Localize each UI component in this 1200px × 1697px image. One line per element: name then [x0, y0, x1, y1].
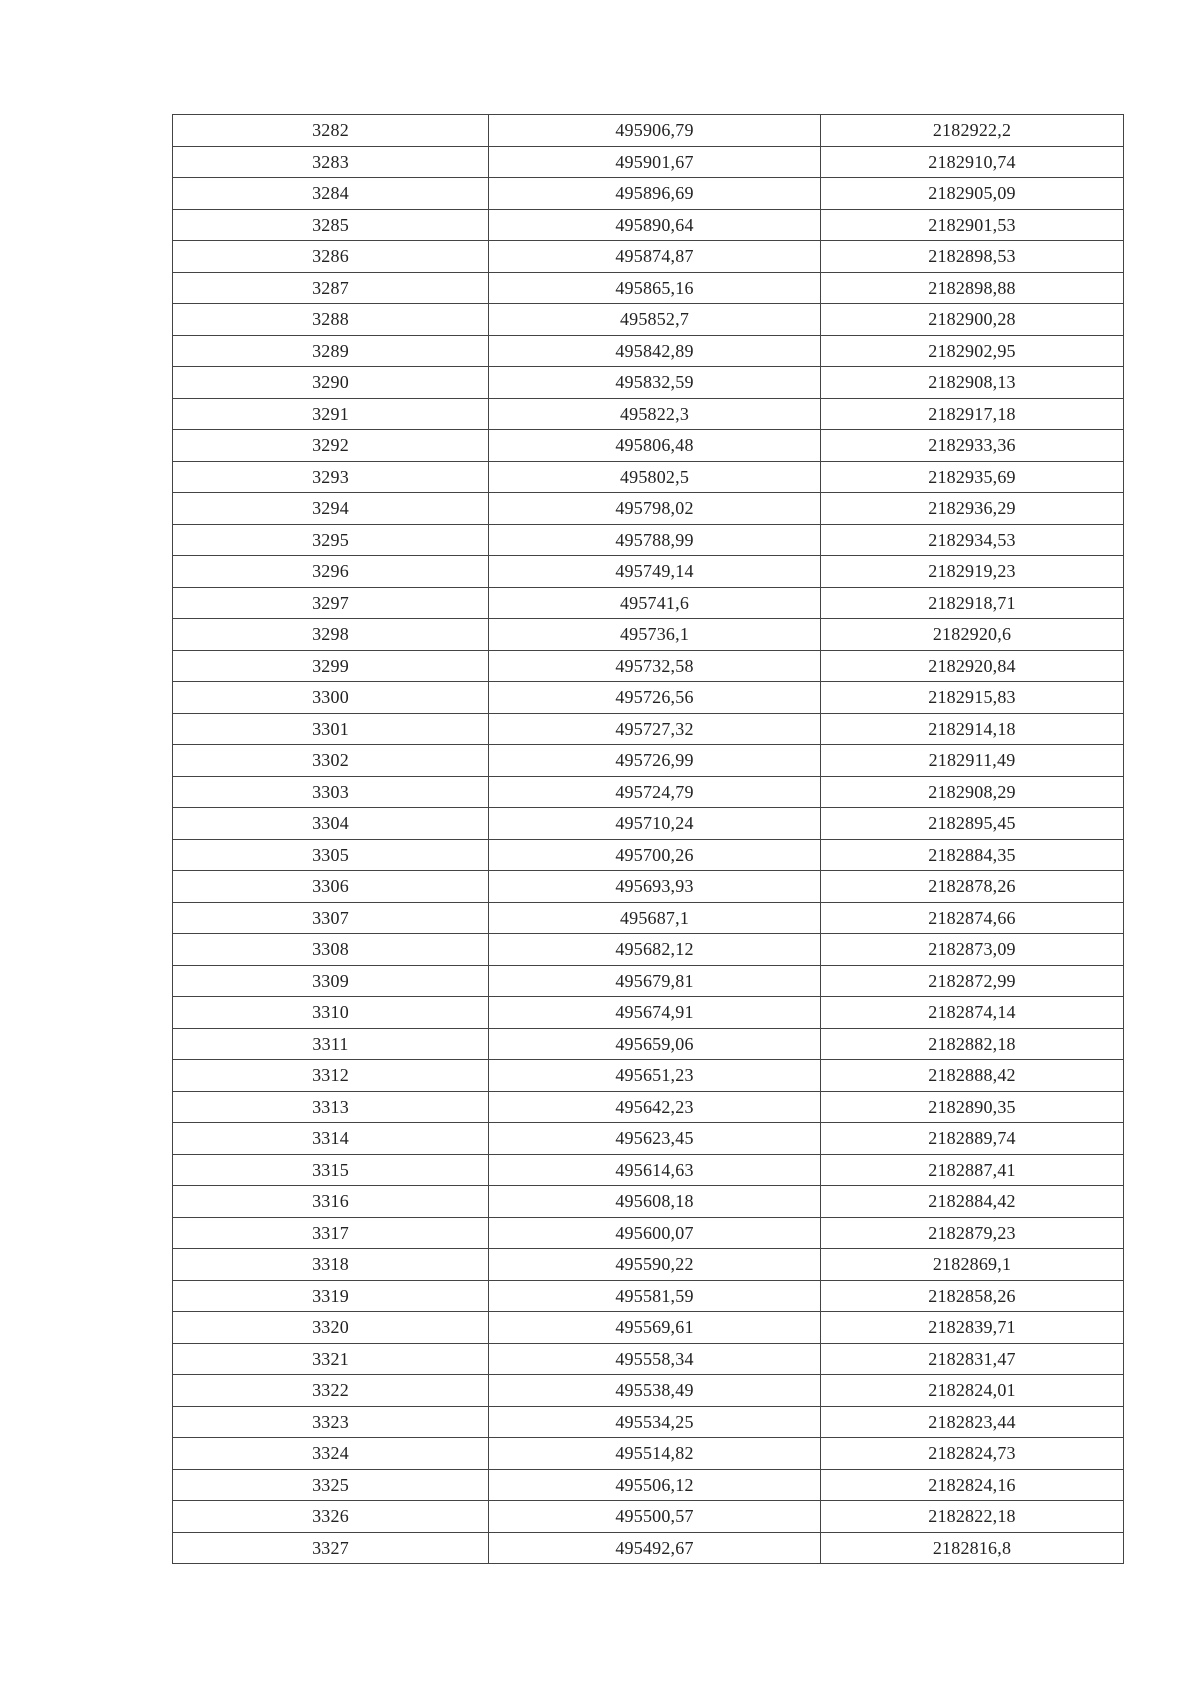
point-number-cell: 3322 — [173, 1375, 489, 1407]
x-coordinate-cell: 495832,59 — [489, 367, 821, 399]
table-row — [173, 178, 1124, 210]
table-row — [173, 335, 1124, 367]
point-number-cell: 3321 — [173, 1343, 489, 1375]
point-number-cell: 3324 — [173, 1438, 489, 1470]
y-coordinate-cell: 2182910,74 — [821, 146, 1124, 178]
x-coordinate-cell: 495901,67 — [489, 146, 821, 178]
x-coordinate-cell: 495700,26 — [489, 839, 821, 871]
y-coordinate-cell: 2182873,09 — [821, 934, 1124, 966]
table-row — [173, 146, 1124, 178]
x-coordinate-cell: 495822,3 — [489, 398, 821, 430]
point-number-cell: 3299 — [173, 650, 489, 682]
point-number-cell: 3312 — [173, 1060, 489, 1092]
y-coordinate-cell: 2182822,18 — [821, 1501, 1124, 1533]
y-coordinate-cell: 2182824,16 — [821, 1469, 1124, 1501]
point-number-cell: 3325 — [173, 1469, 489, 1501]
table-row — [173, 619, 1124, 651]
x-coordinate-cell: 495896,69 — [489, 178, 821, 210]
point-number-cell: 3308 — [173, 934, 489, 966]
x-coordinate-cell: 495590,22 — [489, 1249, 821, 1281]
point-number-cell: 3326 — [173, 1501, 489, 1533]
y-coordinate-cell: 2182858,26 — [821, 1280, 1124, 1312]
table-row — [173, 1060, 1124, 1092]
x-coordinate-cell: 495710,24 — [489, 808, 821, 840]
y-coordinate-cell: 2182824,01 — [821, 1375, 1124, 1407]
y-coordinate-cell: 2182831,47 — [821, 1343, 1124, 1375]
x-coordinate-cell: 495492,67 — [489, 1532, 821, 1564]
y-coordinate-cell: 2182884,42 — [821, 1186, 1124, 1218]
y-coordinate-cell: 2182920,6 — [821, 619, 1124, 651]
table-row — [173, 965, 1124, 997]
point-number-cell: 3298 — [173, 619, 489, 651]
point-number-cell: 3293 — [173, 461, 489, 493]
table-row — [173, 1123, 1124, 1155]
point-number-cell: 3302 — [173, 745, 489, 777]
point-number-cell: 3301 — [173, 713, 489, 745]
table-row — [173, 493, 1124, 525]
table-row — [173, 1438, 1124, 1470]
y-coordinate-cell: 2182934,53 — [821, 524, 1124, 556]
x-coordinate-cell: 495906,79 — [489, 115, 821, 147]
table-row — [173, 1091, 1124, 1123]
y-coordinate-cell: 2182888,42 — [821, 1060, 1124, 1092]
table-row — [173, 902, 1124, 934]
x-coordinate-cell: 495614,63 — [489, 1154, 821, 1186]
table-row — [173, 776, 1124, 808]
y-coordinate-cell: 2182920,84 — [821, 650, 1124, 682]
table-row — [173, 115, 1124, 147]
y-coordinate-cell: 2182874,14 — [821, 997, 1124, 1029]
x-coordinate-cell: 495623,45 — [489, 1123, 821, 1155]
point-number-cell: 3288 — [173, 304, 489, 336]
y-coordinate-cell: 2182895,45 — [821, 808, 1124, 840]
x-coordinate-cell: 495642,23 — [489, 1091, 821, 1123]
table-row — [173, 713, 1124, 745]
point-number-cell: 3327 — [173, 1532, 489, 1564]
table-row — [173, 1217, 1124, 1249]
point-number-cell: 3284 — [173, 178, 489, 210]
table-row — [173, 745, 1124, 777]
x-coordinate-cell: 495727,32 — [489, 713, 821, 745]
point-number-cell: 3314 — [173, 1123, 489, 1155]
table-row — [173, 430, 1124, 462]
x-coordinate-cell: 495538,49 — [489, 1375, 821, 1407]
y-coordinate-cell: 2182911,49 — [821, 745, 1124, 777]
y-coordinate-cell: 2182898,88 — [821, 272, 1124, 304]
x-coordinate-cell: 495600,07 — [489, 1217, 821, 1249]
x-coordinate-cell: 495842,89 — [489, 335, 821, 367]
table-row — [173, 209, 1124, 241]
point-number-cell: 3306 — [173, 871, 489, 903]
point-number-cell: 3310 — [173, 997, 489, 1029]
point-number-cell: 3311 — [173, 1028, 489, 1060]
point-number-cell: 3303 — [173, 776, 489, 808]
y-coordinate-cell: 2182902,95 — [821, 335, 1124, 367]
y-coordinate-cell: 2182839,71 — [821, 1312, 1124, 1344]
table-row — [173, 997, 1124, 1029]
table-row — [173, 587, 1124, 619]
x-coordinate-cell: 495506,12 — [489, 1469, 821, 1501]
table-row — [173, 524, 1124, 556]
table-row — [173, 682, 1124, 714]
table-row — [173, 1406, 1124, 1438]
y-coordinate-cell: 2182936,29 — [821, 493, 1124, 525]
y-coordinate-cell: 2182922,2 — [821, 115, 1124, 147]
point-number-cell: 3309 — [173, 965, 489, 997]
y-coordinate-cell: 2182908,13 — [821, 367, 1124, 399]
table-row — [173, 398, 1124, 430]
table-row — [173, 871, 1124, 903]
y-coordinate-cell: 2182816,8 — [821, 1532, 1124, 1564]
table-row — [173, 650, 1124, 682]
point-number-cell: 3282 — [173, 115, 489, 147]
x-coordinate-cell: 495659,06 — [489, 1028, 821, 1060]
x-coordinate-cell: 495693,93 — [489, 871, 821, 903]
x-coordinate-cell: 495558,34 — [489, 1343, 821, 1375]
y-coordinate-cell: 2182901,53 — [821, 209, 1124, 241]
table-row — [173, 556, 1124, 588]
y-coordinate-cell: 2182887,41 — [821, 1154, 1124, 1186]
table-row — [173, 1532, 1124, 1564]
x-coordinate-cell: 495749,14 — [489, 556, 821, 588]
x-coordinate-cell: 495726,56 — [489, 682, 821, 714]
point-number-cell: 3313 — [173, 1091, 489, 1123]
x-coordinate-cell: 495651,23 — [489, 1060, 821, 1092]
x-coordinate-cell: 495802,5 — [489, 461, 821, 493]
point-number-cell: 3290 — [173, 367, 489, 399]
x-coordinate-cell: 495788,99 — [489, 524, 821, 556]
x-coordinate-cell: 495732,58 — [489, 650, 821, 682]
x-coordinate-cell: 495500,57 — [489, 1501, 821, 1533]
x-coordinate-cell: 495736,1 — [489, 619, 821, 651]
point-number-cell: 3289 — [173, 335, 489, 367]
y-coordinate-cell: 2182933,36 — [821, 430, 1124, 462]
coordinates-table-body — [173, 115, 1124, 1564]
point-number-cell: 3294 — [173, 493, 489, 525]
point-number-cell: 3318 — [173, 1249, 489, 1281]
x-coordinate-cell: 495514,82 — [489, 1438, 821, 1470]
x-coordinate-cell: 495534,25 — [489, 1406, 821, 1438]
y-coordinate-cell: 2182908,29 — [821, 776, 1124, 808]
y-coordinate-cell: 2182915,83 — [821, 682, 1124, 714]
table-row — [173, 367, 1124, 399]
x-coordinate-cell: 495726,99 — [489, 745, 821, 777]
point-number-cell: 3304 — [173, 808, 489, 840]
table-row — [173, 304, 1124, 336]
point-number-cell: 3297 — [173, 587, 489, 619]
point-number-cell: 3300 — [173, 682, 489, 714]
x-coordinate-cell: 495569,61 — [489, 1312, 821, 1344]
point-number-cell: 3315 — [173, 1154, 489, 1186]
x-coordinate-cell: 495682,12 — [489, 934, 821, 966]
y-coordinate-cell: 2182879,23 — [821, 1217, 1124, 1249]
y-coordinate-cell: 2182914,18 — [821, 713, 1124, 745]
y-coordinate-cell: 2182823,44 — [821, 1406, 1124, 1438]
point-number-cell: 3295 — [173, 524, 489, 556]
y-coordinate-cell: 2182898,53 — [821, 241, 1124, 273]
table-row — [173, 1028, 1124, 1060]
x-coordinate-cell: 495741,6 — [489, 587, 821, 619]
table-row — [173, 1312, 1124, 1344]
point-number-cell: 3319 — [173, 1280, 489, 1312]
x-coordinate-cell: 495608,18 — [489, 1186, 821, 1218]
y-coordinate-cell: 2182869,1 — [821, 1249, 1124, 1281]
y-coordinate-cell: 2182919,23 — [821, 556, 1124, 588]
point-number-cell: 3316 — [173, 1186, 489, 1218]
table-row — [173, 808, 1124, 840]
table-row — [173, 461, 1124, 493]
point-number-cell: 3287 — [173, 272, 489, 304]
point-number-cell: 3323 — [173, 1406, 489, 1438]
y-coordinate-cell: 2182917,18 — [821, 398, 1124, 430]
coordinates-table — [172, 114, 1124, 1564]
point-number-cell: 3286 — [173, 241, 489, 273]
y-coordinate-cell: 2182824,73 — [821, 1438, 1124, 1470]
table-row — [173, 272, 1124, 304]
table-row — [173, 1280, 1124, 1312]
point-number-cell: 3291 — [173, 398, 489, 430]
table-row — [173, 1249, 1124, 1281]
y-coordinate-cell: 2182900,28 — [821, 304, 1124, 336]
y-coordinate-cell: 2182935,69 — [821, 461, 1124, 493]
y-coordinate-cell: 2182884,35 — [821, 839, 1124, 871]
y-coordinate-cell: 2182905,09 — [821, 178, 1124, 210]
table-row — [173, 1501, 1124, 1533]
x-coordinate-cell: 495806,48 — [489, 430, 821, 462]
y-coordinate-cell: 2182878,26 — [821, 871, 1124, 903]
y-coordinate-cell: 2182889,74 — [821, 1123, 1124, 1155]
x-coordinate-cell: 495674,91 — [489, 997, 821, 1029]
point-number-cell: 3285 — [173, 209, 489, 241]
point-number-cell: 3283 — [173, 146, 489, 178]
x-coordinate-cell: 495890,64 — [489, 209, 821, 241]
x-coordinate-cell: 495679,81 — [489, 965, 821, 997]
table-row — [173, 241, 1124, 273]
point-number-cell: 3320 — [173, 1312, 489, 1344]
x-coordinate-cell: 495581,59 — [489, 1280, 821, 1312]
table-row — [173, 1469, 1124, 1501]
table-row — [173, 934, 1124, 966]
point-number-cell: 3305 — [173, 839, 489, 871]
x-coordinate-cell: 495865,16 — [489, 272, 821, 304]
y-coordinate-cell: 2182872,99 — [821, 965, 1124, 997]
table-row — [173, 1154, 1124, 1186]
y-coordinate-cell: 2182890,35 — [821, 1091, 1124, 1123]
table-row — [173, 1186, 1124, 1218]
y-coordinate-cell: 2182918,71 — [821, 587, 1124, 619]
point-number-cell: 3317 — [173, 1217, 489, 1249]
x-coordinate-cell: 495852,7 — [489, 304, 821, 336]
table-row — [173, 1375, 1124, 1407]
table-row — [173, 1343, 1124, 1375]
y-coordinate-cell: 2182882,18 — [821, 1028, 1124, 1060]
point-number-cell: 3292 — [173, 430, 489, 462]
x-coordinate-cell: 495687,1 — [489, 902, 821, 934]
table-row — [173, 839, 1124, 871]
x-coordinate-cell: 495798,02 — [489, 493, 821, 525]
point-number-cell: 3307 — [173, 902, 489, 934]
y-coordinate-cell: 2182874,66 — [821, 902, 1124, 934]
point-number-cell: 3296 — [173, 556, 489, 588]
x-coordinate-cell: 495724,79 — [489, 776, 821, 808]
x-coordinate-cell: 495874,87 — [489, 241, 821, 273]
